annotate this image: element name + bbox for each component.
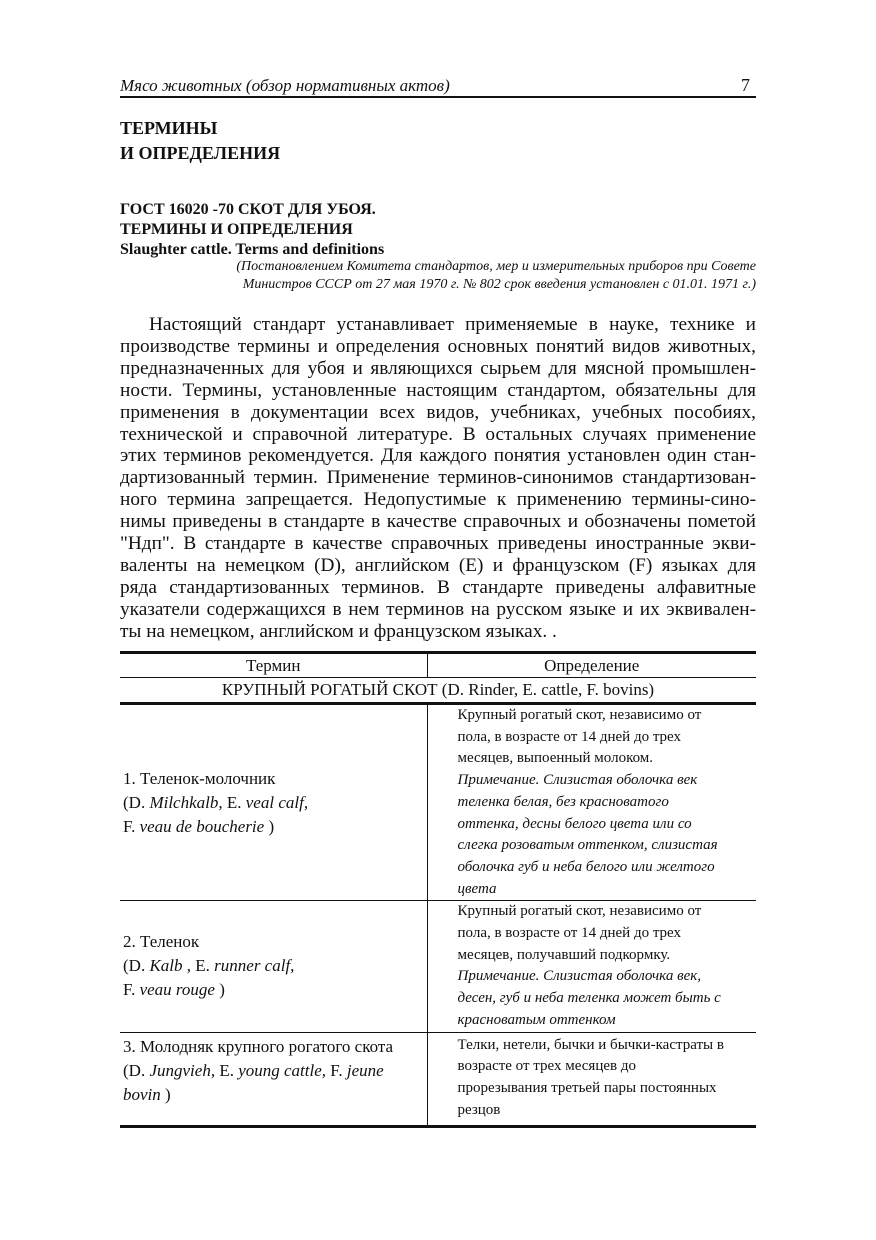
term-de: Kalb: [149, 956, 183, 976]
definition-line: Крупный рогатый скот, независимо от: [457, 903, 702, 920]
decree-note-line: Министров СССР от 27 мая 1970 г. № 802 срок введения установлен с 01.01. 1971 г.): [242, 277, 756, 292]
term-de: Jungvieh,: [149, 1060, 216, 1080]
paragraph-line: производстве термины и определения основных понятий видов животных,: [120, 335, 756, 357]
paragraph-line: дартизованный термин. Применение терминов-синонимов стандартизован-: [120, 467, 756, 489]
definition-line: месяцев, получавший подкормку.: [457, 946, 671, 963]
definition-line: месяцев, выпоенный молоком.: [457, 750, 654, 767]
note-line: Примечание. Слизистая оболочка век,: [457, 968, 702, 985]
note-line: теленка белая, без красноватого: [457, 793, 669, 810]
group-title: КРУПНЫЙ РОГАТЫЙ СКОТ (D. Rinder, E. cattle, F. bovins): [120, 678, 756, 704]
definition-line: резцов: [457, 1101, 501, 1118]
paragraph-line: ряда стандартизованных терминов. В стандарте приведены алфавитные: [120, 576, 756, 598]
paragraph-line: технической и справочной литературе. В остальных случаях применение: [120, 423, 756, 445]
term-equivalents-de-en: [123, 791, 427, 815]
close-paren: ): [214, 980, 225, 1000]
term-fr: veau rouge: [139, 980, 215, 1000]
definition-line: прорезывания третьей пары постоянных: [457, 1079, 717, 1096]
close-paren: ): [264, 816, 275, 836]
standard-decree-note: [120, 258, 756, 294]
note-line: оттенка, десны белого цвета или со: [457, 815, 692, 832]
term-de: Milchkalb,: [149, 792, 223, 812]
term-fr-continued: bovin: [123, 1084, 161, 1104]
definition-cell: [427, 901, 756, 1032]
paragraph-line: применения в документации всех видов, учебниках, учебных пособиях,: [120, 401, 756, 423]
note-line: десен, губ и неба теленка может быть с: [457, 990, 721, 1007]
terms-table: [120, 651, 756, 1128]
paragraph-line: этих терминов рекомендуется. Для каждого понятия установлен один стан-: [120, 445, 756, 467]
note-line: слегка розоватым оттенком, слизистая: [457, 837, 718, 854]
term-equivalents-de-en-fr: [123, 1059, 427, 1083]
term-fr: jeune: [346, 1060, 384, 1080]
term-en: veal calf,: [245, 792, 309, 812]
term-cell: [120, 704, 427, 901]
paragraph-line: Настоящий стандарт устанавливает применяемые в науке, технике и: [149, 314, 756, 335]
term-en: runner calf,: [214, 956, 295, 976]
decree-note-line: (Постановлением Комитета стандартов, мер и измерительных приборов при Совете: [236, 259, 756, 274]
term-name: 3. Молодняк крупного рогатого скота: [123, 1036, 394, 1056]
table-row: [120, 704, 756, 901]
term-cell: [120, 901, 427, 1032]
definition-line: пола, в возрасте от 14 дней до трех: [457, 925, 682, 942]
definition-line: возрасте от трех месяцев до: [457, 1058, 636, 1075]
definition-line: Крупный рогатый скот, независимо от: [457, 707, 702, 723]
term-equivalents-fr-cont: [123, 1083, 427, 1107]
en-prefix: , E.: [182, 956, 215, 976]
section-title: [120, 116, 280, 166]
paragraph-line: ности. Термины, установленные настоящим стандартом, обязательны для: [120, 379, 756, 401]
page-number: 7: [741, 75, 750, 95]
standard-title-english: Slaughter cattle. Terms and definitions: [120, 241, 385, 258]
fr-prefix: F.: [123, 980, 140, 1000]
definition-line: Телки, нетели, бычки и бычки-кастраты в: [457, 1036, 724, 1053]
body-paragraph: [120, 314, 756, 643]
term-equivalents-de-en: [123, 954, 427, 978]
term-en: young cattle,: [238, 1060, 327, 1080]
term-fr: veau de boucherie: [139, 816, 265, 836]
column-header-definition: Определение: [427, 653, 756, 678]
table-group-row: [120, 678, 756, 704]
de-prefix: (D.: [123, 792, 150, 812]
paragraph-line: валенты на немецком (D), английском (E) и французском (F) языках для: [120, 554, 756, 576]
term-equivalents-fr: [123, 815, 427, 839]
paragraph-line: ты на немецком, английском и французском языках. .: [120, 620, 557, 642]
definition-line: пола, в возрасте от 14 дней до трех: [457, 728, 682, 745]
term-equivalents-fr: [123, 978, 427, 1002]
table-row: [120, 901, 756, 1032]
en-prefix: E.: [215, 1060, 239, 1080]
table-header-row: [120, 653, 756, 678]
running-title: Мясо животных (обзор нормативных актов): [120, 76, 450, 95]
section-title-line: ТЕРМИНЫ: [120, 118, 218, 138]
note-line: Примечание. Слизистая оболочка век: [457, 772, 698, 789]
fr-prefix: F.: [123, 816, 140, 836]
paragraph-line: указатели содержащихся в нем терминов на русском языке и их эквивален-: [120, 598, 756, 620]
paragraph-line: "Ндп". В стандарте в качестве справочных приведены иностранные экви-: [120, 533, 756, 555]
term-name: 2. Теленок: [123, 932, 200, 952]
note-line: цвета: [457, 880, 497, 897]
paragraph-line: предназначенных для убоя и являющихся сырьем для мясной промышлен-: [120, 357, 756, 379]
definition-cell: [427, 1032, 756, 1127]
de-prefix: (D.: [123, 956, 150, 976]
table-row: [120, 1032, 756, 1127]
note-line: красноватым оттенком: [457, 1011, 616, 1028]
term-cell: [120, 1032, 427, 1127]
column-header-term: Термин: [120, 653, 427, 678]
paragraph-line: ного термина запрещается. Недопустимые к применению термины-сино-: [120, 489, 756, 511]
section-title-line: И ОПРЕДЕЛЕНИЯ: [120, 143, 281, 163]
running-header: [120, 74, 756, 98]
close-paren: ): [160, 1084, 171, 1104]
term-name: 1. Теленок-молочник: [123, 768, 276, 788]
de-prefix: (D.: [123, 1060, 150, 1080]
fr-prefix: F.: [326, 1060, 347, 1080]
en-prefix: E.: [222, 792, 246, 812]
standard-title-line: ГОСТ 16020 -70 СКОТ ДЛЯ УБОЯ.: [120, 201, 376, 218]
standard-title: [120, 200, 384, 260]
standard-title-line: ТЕРМИНЫ И ОПРЕДЕЛЕНИЯ: [120, 221, 353, 238]
definition-cell: [427, 704, 756, 901]
paragraph-line: нимы приведены в стандарте в качестве справочных и обозначены пометой: [120, 511, 756, 533]
note-line: оболочка губ и неба белого или желтого: [457, 858, 715, 875]
